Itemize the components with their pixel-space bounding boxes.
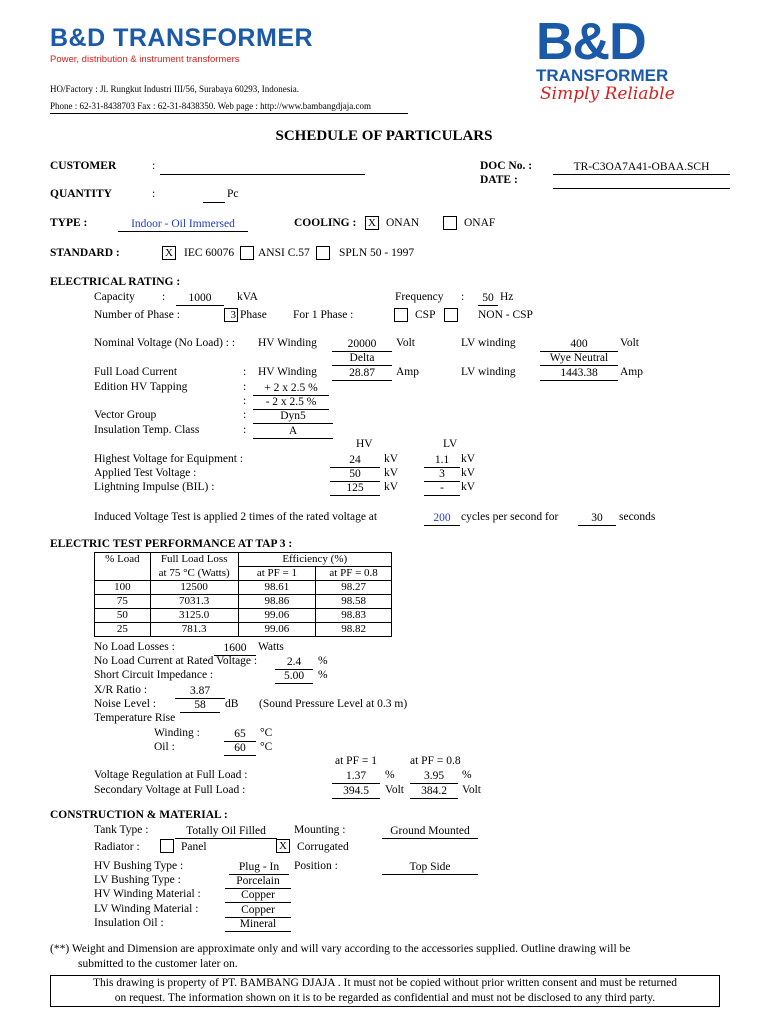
atv-lv-unit: kV [461,467,476,479]
phase-unit: Phase [240,309,267,321]
footer-note-1: (**) Weight and Dimension are approximate only and will vary according to the accessories supplied. Outline drawing will be [50,943,631,955]
customer-label: CUSTOMER [50,160,117,172]
nlc-unit: % [318,655,328,667]
hvb-value: Plug - In [229,860,289,875]
bil-hv-unit: kV [384,481,399,493]
frequency-colon: : [461,291,465,303]
lvw-label: LV Winding Material : [94,903,199,915]
radiator-label: Radiator : [94,841,140,853]
sv-pf1-unit: Volt [385,784,404,796]
noise-note: (Sound Pressure Level at 0.3 m) [259,698,408,710]
induced-secs: 30 [578,511,616,526]
ansi-checkbox[interactable] [240,246,254,260]
sci-label: Short Circuit Impedance : [94,669,214,681]
hv-amp-unit: Amp [396,366,419,378]
customer-field[interactable] [160,160,365,175]
nlc-value: 2.4 [275,655,313,670]
table-cell: 98.61 [238,581,316,595]
table-cell: 98.86 [238,595,316,609]
corrugated-checkbox[interactable]: X [276,839,290,853]
table-cell: 781.3 [150,623,238,637]
table-cell: 99.06 [238,623,316,637]
sci-unit: % [318,669,328,681]
table-row [95,595,392,609]
tap-minus: - 2 x 2.5 % [253,395,329,410]
xr-value: 3.87 [175,684,225,699]
page-title: SCHEDULE OF PARTICULARS [275,128,493,144]
lv-connection: Wye Neutral [540,351,618,366]
quantity-unit: Pc [227,188,239,200]
table-cell: 98.27 [316,581,392,595]
property-line-1: This drawing is property of PT. BAMBANG DJAJA . It must not be copied without prior written consent and must be returned [93,977,677,989]
insulation-label: Insulation Temp. Class [94,424,200,436]
table-cell: 98.83 [316,609,392,623]
induced-end: seconds [619,511,656,523]
hve-lv-unit: kV [461,453,476,465]
onaf-label: ONAF [464,217,496,229]
table-cell: 7031.3 [150,595,238,609]
type-value: Indoor - Oil Immersed [118,217,248,232]
table-cell: 12500 [150,581,238,595]
atv-lv: 3 [424,467,460,482]
vr-pf08: 3.95 [410,769,458,784]
bil-hv: 125 [330,481,380,496]
logo-big: B&D [536,13,646,71]
logo-slogan: Simply Reliable [540,84,675,104]
tap-plus: + 2 x 2.5 % [253,381,329,396]
winding-value: 65 [224,727,256,742]
lv-amp-unit: Amp [620,366,643,378]
construction-heading: CONSTRUCTION & MATERIAL : [50,809,228,821]
table-cell: 99.06 [238,609,316,623]
noncsp-label: NON - CSP [478,309,533,321]
frequency-value: 50 [478,291,498,306]
tank-label: Tank Type : [94,824,149,836]
sv-pf08: 384.2 [410,784,458,799]
capacity-unit: kVA [237,291,258,303]
nll-label: No Load Losses : [94,641,175,653]
table-cell: 98.58 [316,595,392,609]
phase-value: 3 [224,308,238,322]
oil-unit: °C [260,741,273,753]
insulation-colon: : [243,424,247,436]
doc-label: DOC No. : [480,160,533,172]
logo-sub: TRANSFORMER [536,66,669,85]
onaf-checkbox[interactable] [443,216,457,230]
hvw-value: Copper [225,888,291,903]
noise-value: 58 [180,698,220,713]
hv-amp: 28.87 [332,366,392,381]
contact: Phone : 62-31-8438703 Fax : 62-31-8438350. Web page : http://www.bambangdjaja.com [50,101,371,111]
tapping-colon: : [243,381,247,393]
lvw-value: Copper [225,903,291,918]
pf08-heading: at PF = 0.8 [410,755,461,767]
hve-lv: 1.1 [424,453,460,468]
perf-h-loss2: at 75 °C (Watts) [150,567,238,581]
lvb-label: LV Bushing Type : [94,874,181,886]
winding-unit: °C [260,727,273,739]
table-row [95,581,392,595]
iec-label: IEC 60076 [184,247,235,259]
noncsp-checkbox[interactable] [444,308,458,322]
nominal-label: Nominal Voltage (No Load) : : [94,337,236,349]
atv-hv: 50 [330,467,380,482]
perf-h-loss1: Full Load Loss [150,553,238,567]
table-cell: 75 [95,595,151,609]
lv-volt-unit: Volt [620,337,639,349]
oil-value: 60 [224,741,256,756]
property-notice [50,975,720,1007]
induced-text: Induced Voltage Test is applied 2 times of the rated voltage at [94,511,378,523]
induced-mid: cycles per second for [461,511,559,523]
flc-label: Full Load Current [94,366,178,378]
temp-label: Temperature Rise [94,712,176,724]
lv-heading: LV [443,438,458,450]
capacity-value: 1000 [176,291,224,306]
vector-value: Dyn5 [253,409,333,424]
lv-winding-label-2: LV winding [461,366,516,378]
spln-label: SPLN 50 - 1997 [339,247,415,259]
type-label: TYPE : [50,217,88,229]
mount-value: Ground Mounted [382,824,478,839]
table-cell: 3125.0 [150,609,238,623]
quantity-colon: : [152,188,156,200]
hv-volt-unit: Volt [396,337,415,349]
brand-title: B&D TRANSFORMER [50,24,314,52]
property-line-2: on request. The information shown on it is to be regarded as confidential and must not be disclosed to any third party. [114,992,656,1004]
quantity-field[interactable] [203,188,225,203]
table-cell: 100 [95,581,151,595]
header-rule [50,113,408,114]
tank-value: Totally Oil Filled [175,824,277,839]
hve-label: Highest Voltage for Equipment : [94,453,244,465]
onan-label: ONAN [386,217,420,229]
nlc-label: No Load Current at Rated Voltage : [94,655,258,667]
csp-checkbox[interactable] [394,308,408,322]
corrugated-label: Corrugated [297,841,349,853]
perf-h-pf1: at PF = 1 [238,567,316,581]
nll-value: 1600 [214,641,256,656]
sci-value: 5.00 [275,669,313,684]
electrical-heading: ELECTRICAL RATING : [50,276,181,288]
tapping-colon-2: : [243,395,247,407]
csp-label: CSP [415,309,436,321]
hv-winding-label: HV Winding [258,337,317,349]
induced-cycles: 200 [424,511,460,526]
hv-volt: 20000 [332,337,392,352]
iec-checkbox[interactable]: X [162,246,176,260]
brand-tagline: Power, distribution & instrument transformers [50,54,240,65]
pos-label: Position : [294,860,338,872]
pf1-heading: at PF = 1 [335,755,377,767]
lv-winding-label: LV winding [461,337,516,349]
ansi-label: ANSI C.57 [258,247,310,259]
date-label: DATE : [480,174,518,186]
lv-amp: 1443.38 [540,366,618,381]
lvb-value: Porcelain [225,874,291,889]
hve-hv-unit: kV [384,453,399,465]
address: HO/Factory : Jl. Rungkut Industri III/56, Surabaya 60293, Indonesia. [50,84,299,94]
one-phase-label: For 1 Phase : [293,309,354,321]
bil-label: Lightning Impulse (BIL) : [94,481,215,493]
vector-label: Vector Group [94,409,157,421]
sv-label: Secondary Voltage at Full Load : [94,784,246,796]
flc-colon: : [243,366,247,378]
capacity-colon: : [162,291,166,303]
panel-label: Panel [181,841,207,853]
customer-colon: : [152,160,156,172]
xr-label: X/R Ratio : [94,684,148,696]
vr-pf1-unit: % [385,769,395,781]
tapping-label: Edition HV Tapping [94,381,188,393]
standard-label: STANDARD : [50,247,120,259]
quantity-label: QUANTITY [50,188,112,200]
insulation-value: A [253,424,333,439]
perf-h-pf08: at PF = 0.8 [316,567,392,581]
noise-label: Noise Level : [94,698,156,710]
hv-heading: HV [356,438,373,450]
frequency-unit: Hz [500,291,514,303]
frequency-label: Frequency [395,291,444,303]
hv-winding-label-2: HV Winding [258,366,317,378]
table-cell: 98.82 [316,623,392,637]
perf-heading: ELECTRIC TEST PERFORMANCE AT TAP 3 : [50,538,293,550]
cooling-label: COOLING : [294,217,357,229]
sv-pf1: 394.5 [332,784,380,799]
perf-h-load: % Load [95,553,151,581]
hvw-label: HV Winding Material : [94,888,201,900]
pos-value: Top Side [382,860,478,875]
oil-label: Oil : [154,741,175,753]
vr-pf1: 1.37 [332,769,380,784]
hv-connection: Delta [332,351,392,366]
noise-unit: dB [225,698,239,710]
hve-hv: 24 [330,453,380,468]
table-cell: 50 [95,609,151,623]
vector-colon: : [243,409,247,421]
lv-volt: 400 [540,337,618,352]
doc-number: TR-C3OA7A41-OBAA.SCH [553,160,730,175]
performance-table [94,552,392,637]
mount-label: Mounting : [294,824,346,836]
sv-pf08-unit: Volt [462,784,481,796]
nll-unit: Watts [258,641,284,653]
oil-type-label: Insulation Oil : [94,917,164,929]
footer-note-2: submitted to the customer later on. [78,958,238,970]
phase-label: Number of Phase : [94,309,180,321]
hvb-label: HV Bushing Type : [94,860,184,872]
bil-lv-unit: kV [461,481,476,493]
atv-label: Applied Test Voltage : [94,467,197,479]
spln-checkbox[interactable] [316,246,330,260]
onan-checkbox[interactable]: X [365,216,379,230]
table-cell: 25 [95,623,151,637]
panel-checkbox[interactable] [160,839,174,853]
winding-label: Winding : [154,727,200,739]
date-field[interactable] [553,174,730,189]
table-row [95,623,392,637]
perf-h-eff: Efficiency (%) [238,553,391,567]
table-row [95,609,392,623]
vr-label: Voltage Regulation at Full Load : [94,769,248,781]
oil-type-value: Mineral [225,917,291,932]
atv-hv-unit: kV [384,467,399,479]
capacity-label: Capacity [94,291,135,303]
vr-pf08-unit: % [462,769,472,781]
bil-lv: - [424,481,460,496]
